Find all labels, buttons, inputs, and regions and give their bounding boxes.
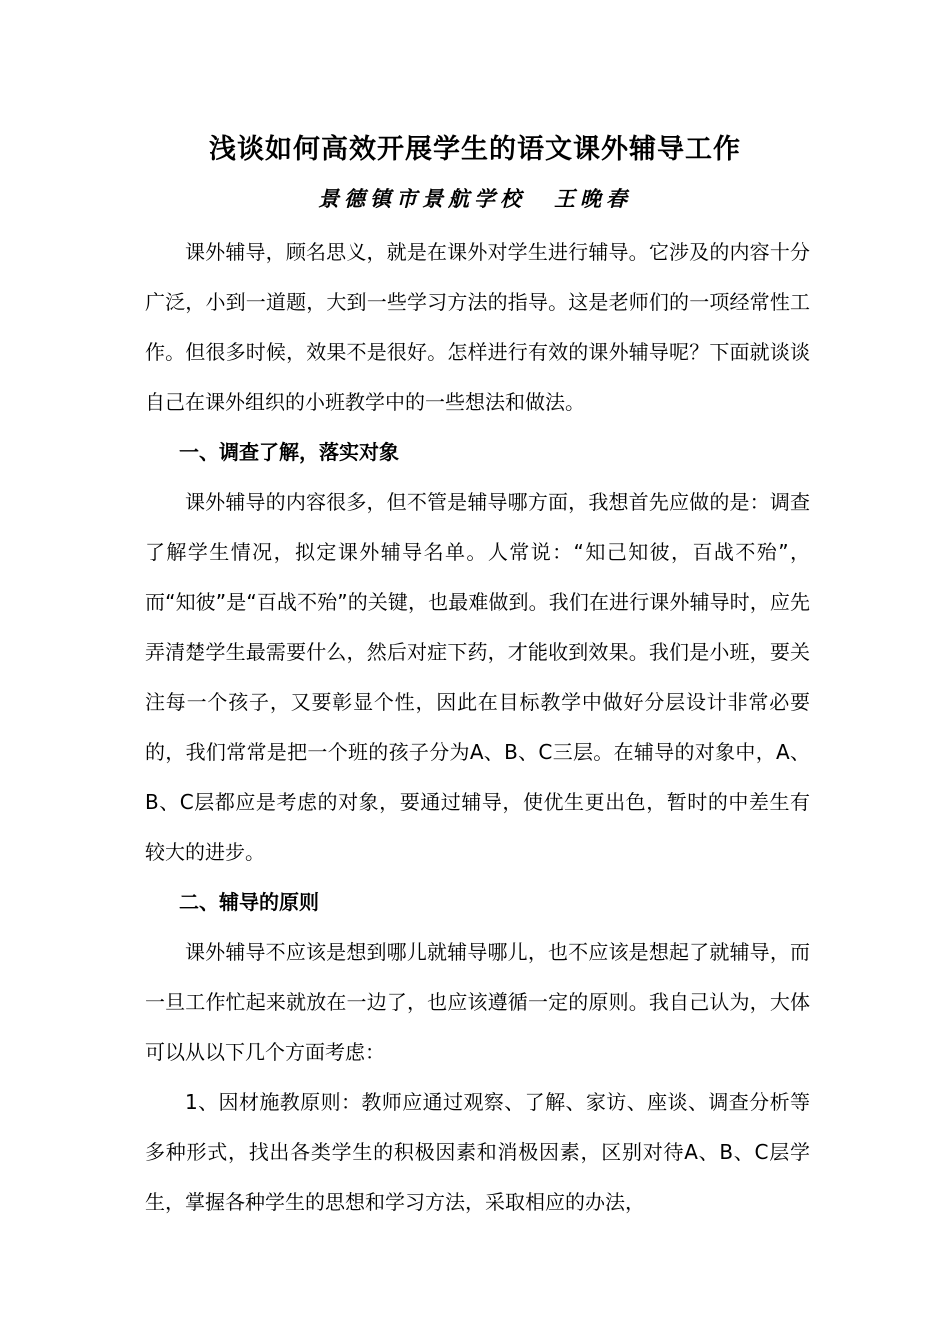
author-school: 景德镇市景航学校 (318, 186, 526, 211)
section-heading-2: 二、辅导的原则 (179, 890, 319, 914)
author-line (0, 181, 950, 217)
principle-item-1: 1、因材施教原则：教师应通过观察、了解、家访、座谈、调查分析等多种形式，找出各类学生的积极因素和消极因素，区别对待A、B、C层学生，掌握各种学生的思想和学习方法，采取相应的办法， (145, 1090, 810, 1214)
section-1-paragraph: 课外辅导的内容很多，但不管是辅导哪方面，我想首先应做的是：调查了解学生情况，拟定课外辅导名单。人常说：“知己知彼，百战不殆”，而“知彼”是“百战不殆”的关键，也最难做到。我们在进行课外辅导时，应先弄清楚学生最需要什么，然后对症下药，才能收到效果。我们是小班，要关注每一个孩子，又要彰显个性，因此在目标教学中做好分层设计非常必要的，我们常常是把一个班的孩子分为A、B、C三层。在辅导的对象中，A、B、C层都应是考虑的对象，要通过辅导，使优生更出色，暂时的中差生有较大的进步。 (145, 490, 810, 864)
document-title: 浅谈如何高效开展学生的语文课外辅导工作 (209, 134, 741, 165)
document-body (145, 227, 810, 1227)
section-heading-1: 一、调查了解，落实对象 (179, 440, 399, 464)
intro-paragraph: 课外辅导，顾名思义，就是在课外对学生进行辅导。它涉及的内容十分广泛，小到一道题，大到一些学习方法的指导。这是老师们的一项经常性工作。但很多时候，效果不是很好。怎样进行有效的课外辅导呢？下面就谈谈自己在课外组织的小班教学中的一些想法和做法。 (145, 240, 810, 414)
section-2-paragraph: 课外辅导不应该是想到哪儿就辅导哪儿，也不应该是想起了就辅导，而一旦工作忙起来就放在一边了，也应该遵循一定的原则。我自己认为，大体可以从以下几个方面考虑： (145, 940, 810, 1064)
author-name: 王晚春 (554, 186, 632, 211)
